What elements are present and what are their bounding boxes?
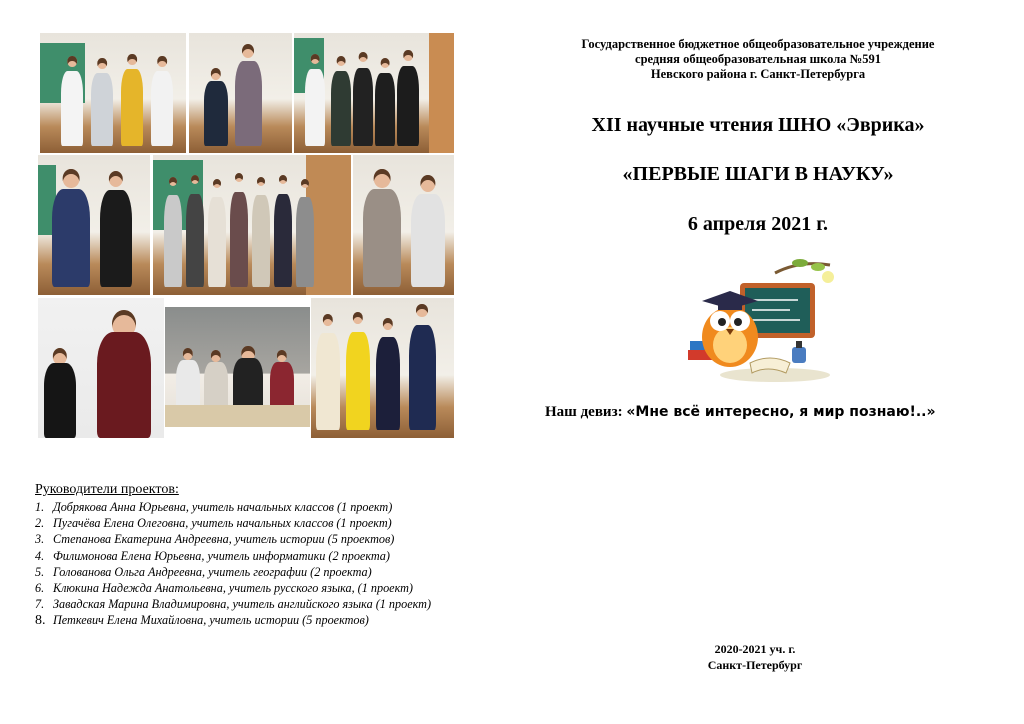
group-photo-9 (311, 298, 454, 438)
leader-text: Завадская Марина Владимировна, учитель английского языка (1 проект) (53, 597, 432, 612)
group-photo-1 (40, 33, 186, 153)
institution-header (530, 37, 986, 82)
motto-text: «Мне всё интересно, я мир познаю!..» (626, 404, 936, 420)
leader-item (35, 531, 431, 547)
motto-label: Наш девиз: (545, 404, 623, 420)
footer-city: Санкт-Петербург (707, 658, 803, 672)
leader-number: 4. (35, 548, 45, 563)
leader-number: 3. (35, 532, 45, 547)
leader-text: Добрякова Анна Юрьевна, учитель начальных классов (1 проект) (53, 500, 393, 514)
leader-text: Пугачёва Елена Олеговна, учитель начальных классов (1 проект) (53, 516, 392, 531)
group-photo-8 (165, 307, 310, 427)
group-photo-3 (294, 33, 454, 153)
leader-item (35, 548, 431, 564)
leader-number: 2. (35, 516, 45, 531)
motto (545, 404, 936, 421)
leader-text: Клюкина Надежда Анатольевна, учитель русского языка, (1 проект) (53, 581, 413, 596)
leader-item (35, 596, 431, 612)
group-photo-4 (38, 155, 150, 295)
event-title: XII научные чтения ШНО «Эврика» (591, 114, 925, 136)
event-date: 6 апреля 2021 г. (687, 213, 829, 235)
leader-text: Голованова Ольга Андреевна, учитель географии (2 проекта) (53, 564, 372, 579)
institution-line-3: Невского района г. Санкт-Петербурга (650, 67, 866, 81)
leaders-title: Руководители проектов: (35, 482, 179, 497)
group-photo-7 (38, 298, 164, 438)
leader-item (35, 515, 431, 531)
institution-line-1: Государственное бюджетное общеобразовательное учреждение (581, 37, 935, 51)
event-subtitle: «ПЕРВЫЕ ШАГИ В НАУКУ» (622, 163, 894, 185)
leader-item (35, 580, 431, 596)
group-photo-2 (189, 33, 292, 153)
group-photo-5 (153, 155, 351, 295)
leader-item (35, 499, 431, 515)
leader-number: 8. (35, 613, 46, 629)
leader-number: 6. (35, 581, 45, 596)
group-photo-6 (353, 155, 454, 295)
leader-item (35, 564, 431, 580)
leader-text: Петкевич Елена Михайловна, учитель истории (5 проектов) (53, 613, 369, 628)
owl-teacher-illustration (680, 255, 840, 385)
leader-item (35, 612, 431, 629)
leader-text: Степанова Екатерина Андреевна, учитель истории (5 проектов) (53, 532, 395, 547)
leader-number: 1. (35, 500, 45, 514)
institution-line-2: средняя общеобразовательная школа №591 (635, 52, 881, 66)
leaders-list (35, 499, 431, 630)
footer-year: 2020-2021 уч. г. (714, 642, 796, 656)
leader-text: Филимонова Елена Юрьевна, учитель информатики (2 проекта) (53, 548, 390, 563)
leader-number: 7. (35, 597, 45, 612)
leader-number: 5. (35, 564, 45, 579)
